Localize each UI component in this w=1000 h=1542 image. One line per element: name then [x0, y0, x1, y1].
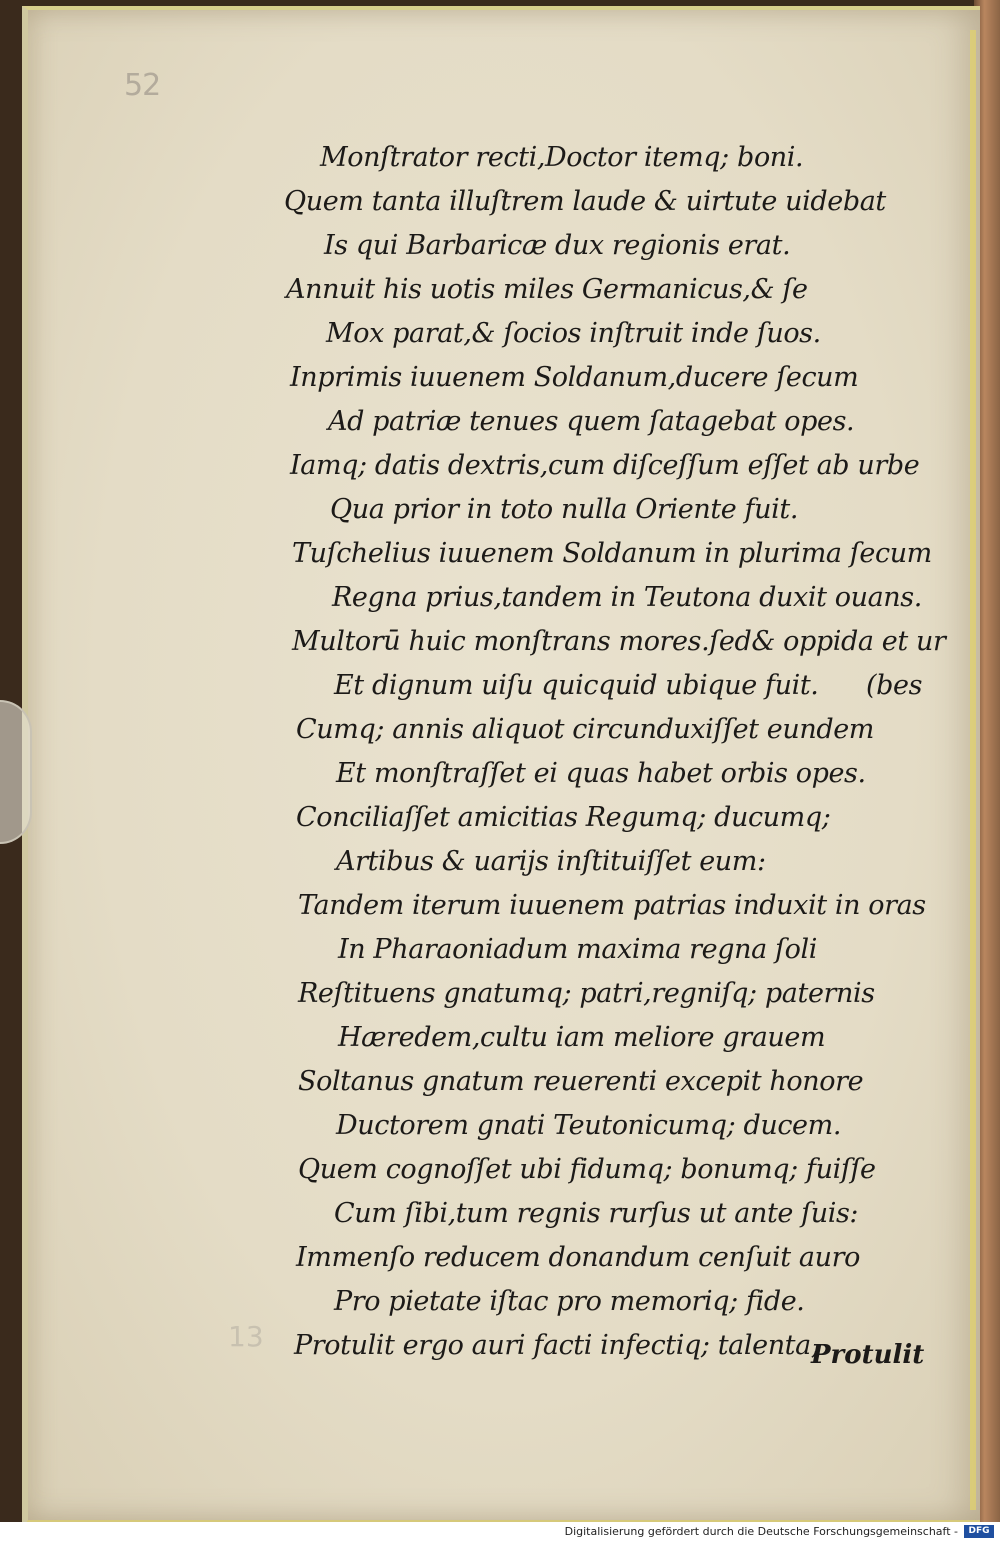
verse-line: Soltanus gnatum reuerenti excepit honore	[298, 1066, 864, 1097]
verse-line: Iamq; datis dextris,cum diſceſſum eſſet ab urbe	[290, 450, 920, 481]
clasp-shadow	[0, 700, 32, 844]
book-page	[22, 6, 980, 1522]
verse-line: Cumq; annis aliquot circunduxiſſet eundem	[296, 714, 875, 745]
verse-line: Tandem iterum iuuenem patrias induxit in oras	[298, 890, 926, 921]
verse-line: Pro pietate iſtac pro memoriq; fide.	[334, 1286, 805, 1317]
verse-line: Et monſtraſſet ei quas habet orbis opes.	[336, 758, 866, 789]
verse-line: Reſtituens gnatumq; patri,regniſq; paternis	[298, 978, 875, 1009]
verse-line: Conciliaſſet amicitias Regumq; ducumq;	[296, 802, 831, 833]
verse-text-block	[28, 10, 980, 1510]
verse-line: Is qui Barbaricæ dux regionis erat.	[324, 230, 791, 261]
catchword: Protulit	[811, 1340, 925, 1370]
funding-notice: Digitalisierung gefördert durch die Deutsche Forschungsgemeinschaft -	[564, 1525, 958, 1538]
verse-line: Cum ſibi,tum regnis rurſus ut ante ſuis:	[334, 1198, 859, 1229]
verse-line: Et dignum uiſu quicquid ubique fuit.	[334, 670, 819, 701]
page-number: 52	[124, 68, 161, 103]
dfg-logo-icon: DFG	[964, 1525, 994, 1538]
verse-line: Qua prior in toto nulla Oriente fuit.	[330, 494, 799, 525]
verse-line: Multorū huic monſtrans mores.ſed& oppida et ur	[292, 626, 946, 657]
verse-line: Quem tanta illuſtrem laude & uirtute uidebat	[284, 186, 886, 217]
verse-line: Tuſchelius iuuenem Soldanum in plurima ſecum	[292, 538, 932, 569]
verse-line: Mox parat,& ſocios inſtruit inde ſuos.	[326, 318, 821, 349]
verse-line: In Pharaoniadum maxima regna ſoli	[338, 934, 817, 965]
verse-line: Monſtrator recti,Doctor itemq; boni.	[320, 142, 804, 173]
pencil-mark: 13	[228, 1320, 264, 1353]
verse-line: Annuit his uotis miles Germanicus,& ſe	[286, 274, 808, 305]
verse-line: Artibus & uarijs inſtituiſſet eum:	[336, 846, 766, 877]
verse-line: Immenſo reducem donandum cenſuit auro	[296, 1242, 860, 1273]
verse-line: Ad patriæ tenues quem ſatagebat opes.	[328, 406, 855, 437]
verse-line: Protulit ergo auri facti infectiq; talenta,	[294, 1330, 820, 1361]
verse-line: Hæredem,cultu iam meliore grauem	[338, 1022, 826, 1053]
verse-line: Ductorem gnati Teutonicumq; ducem.	[336, 1110, 842, 1141]
verse-line: Quem cognoſſet ubi fidumq; bonumq; fuiſſe	[298, 1154, 876, 1185]
verse-line: Inprimis iuuenem Soldanum,ducere ſecum	[290, 362, 859, 393]
margin-note: (bes	[866, 670, 923, 701]
verse-line: Regna prius,tandem in Teutona duxit ouans.	[332, 582, 922, 613]
footer-bar	[0, 1522, 1000, 1542]
